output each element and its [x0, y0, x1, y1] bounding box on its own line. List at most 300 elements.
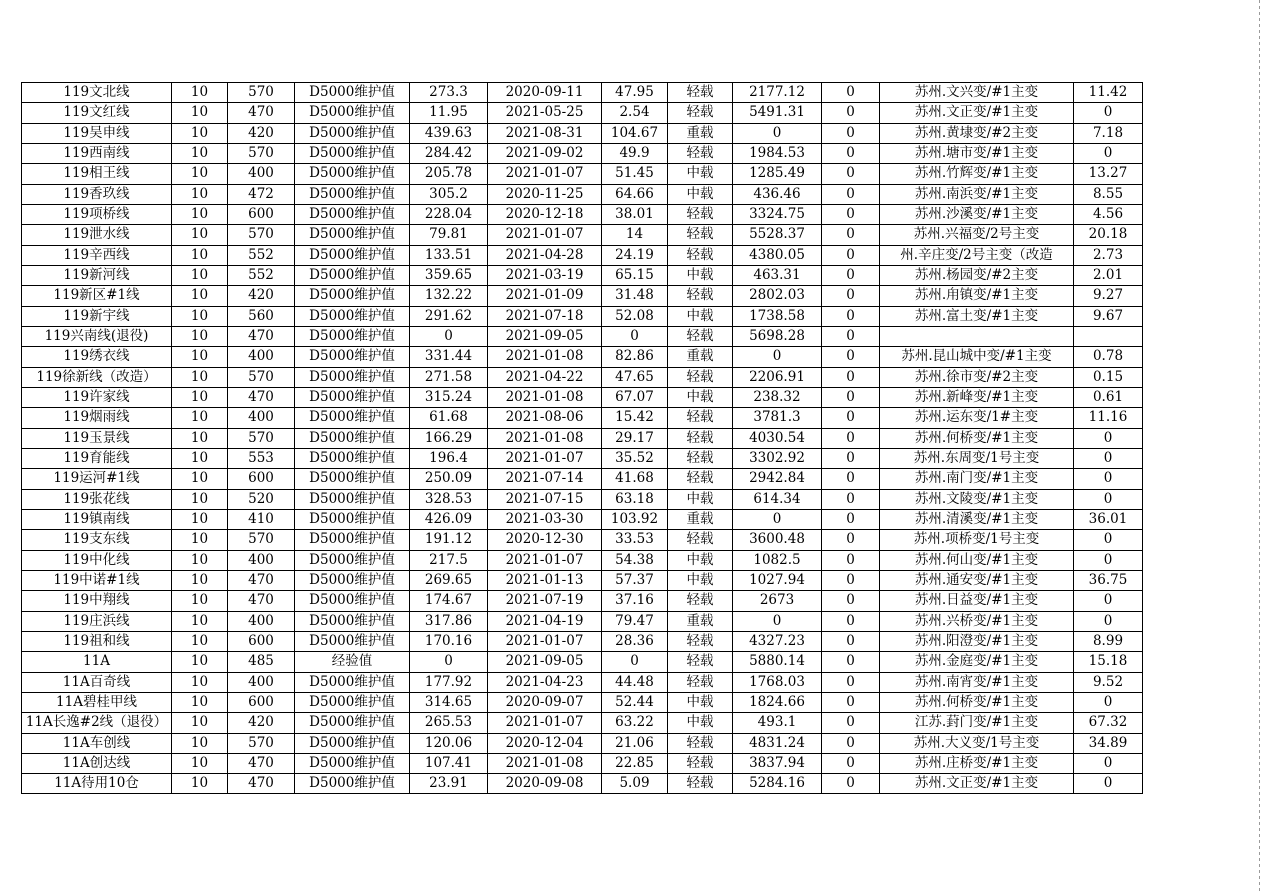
cell-line-name[interactable]: 11A长逸#2线（退役） — [22, 713, 172, 733]
cell-load-status[interactable]: 轻载 — [668, 103, 733, 123]
cell-spare-capacity[interactable]: 3324.75 — [733, 204, 822, 224]
cell-share[interactable]: 2.73 — [1074, 245, 1143, 265]
cell-voltage[interactable]: 10 — [172, 204, 228, 224]
cell-date[interactable]: 2021-09-05 — [488, 652, 602, 672]
cell-substation[interactable]: 苏州.昆山城中变/#1主变 — [880, 347, 1074, 367]
cell-value[interactable]: 0 — [822, 123, 880, 143]
cell-load-status[interactable]: 中载 — [668, 184, 733, 204]
cell-max-current[interactable]: 328.53 — [410, 489, 488, 509]
cell-substation[interactable]: 苏州.南浜变/#1主变 — [880, 184, 1074, 204]
cell-load-status[interactable]: 轻载 — [668, 408, 733, 428]
cell-load-rate[interactable]: 52.44 — [602, 692, 668, 712]
cell-rated-current[interactable]: 570 — [228, 83, 295, 103]
cell-spare-capacity[interactable]: 5491.31 — [733, 103, 822, 123]
cell-voltage[interactable]: 10 — [172, 733, 228, 753]
cell-value[interactable]: 0 — [822, 570, 880, 590]
cell-load-rate[interactable]: 5.09 — [602, 774, 668, 794]
cell-data-source[interactable]: D5000维护值 — [295, 469, 410, 489]
cell-line-name[interactable]: 119兴南线(退役) — [22, 326, 172, 346]
cell-load-rate[interactable]: 54.38 — [602, 550, 668, 570]
cell-data-source[interactable]: D5000维护值 — [295, 83, 410, 103]
cell-load-status[interactable]: 中载 — [668, 692, 733, 712]
cell-data-source[interactable]: D5000维护值 — [295, 367, 410, 387]
cell-load-status[interactable]: 中载 — [668, 550, 733, 570]
cell-value[interactable]: 0 — [822, 611, 880, 631]
cell-rated-current[interactable]: 552 — [228, 245, 295, 265]
cell-rated-current[interactable]: 410 — [228, 509, 295, 529]
cell-voltage[interactable]: 10 — [172, 408, 228, 428]
cell-date[interactable]: 2021-01-07 — [488, 225, 602, 245]
cell-date[interactable]: 2021-03-19 — [488, 265, 602, 285]
cell-substation[interactable]: 苏州.庄桥变/#1主变 — [880, 753, 1074, 773]
cell-value[interactable]: 0 — [822, 774, 880, 794]
cell-share[interactable]: 0 — [1074, 550, 1143, 570]
cell-value[interactable]: 0 — [822, 448, 880, 468]
cell-voltage[interactable]: 10 — [172, 774, 228, 794]
cell-max-current[interactable]: 23.91 — [410, 774, 488, 794]
cell-date[interactable]: 2021-07-18 — [488, 306, 602, 326]
cell-date[interactable]: 2021-09-05 — [488, 326, 602, 346]
cell-substation[interactable]: 州.辛庄变/2号主变（改造 — [880, 245, 1074, 265]
cell-voltage[interactable]: 10 — [172, 265, 228, 285]
cell-voltage[interactable]: 10 — [172, 713, 228, 733]
cell-load-rate[interactable]: 31.48 — [602, 286, 668, 306]
cell-spare-capacity[interactable]: 1824.66 — [733, 692, 822, 712]
cell-load-rate[interactable]: 52.08 — [602, 306, 668, 326]
cell-spare-capacity[interactable]: 1768.03 — [733, 672, 822, 692]
cell-spare-capacity[interactable]: 1082.5 — [733, 550, 822, 570]
cell-load-rate[interactable]: 49.9 — [602, 143, 668, 163]
cell-max-current[interactable]: 273.3 — [410, 83, 488, 103]
cell-max-current[interactable]: 269.65 — [410, 570, 488, 590]
cell-spare-capacity[interactable]: 3781.3 — [733, 408, 822, 428]
cell-load-rate[interactable]: 103.92 — [602, 509, 668, 529]
cell-rated-current[interactable]: 570 — [228, 428, 295, 448]
cell-rated-current[interactable]: 472 — [228, 184, 295, 204]
cell-substation[interactable] — [880, 326, 1074, 346]
cell-date[interactable]: 2021-08-31 — [488, 123, 602, 143]
cell-max-current[interactable]: 196.4 — [410, 448, 488, 468]
cell-rated-current[interactable]: 470 — [228, 753, 295, 773]
cell-load-status[interactable]: 重载 — [668, 347, 733, 367]
cell-spare-capacity[interactable]: 2942.84 — [733, 469, 822, 489]
cell-load-rate[interactable]: 63.22 — [602, 713, 668, 733]
cell-line-name[interactable]: 119新河线 — [22, 265, 172, 285]
cell-spare-capacity[interactable]: 3600.48 — [733, 530, 822, 550]
cell-share[interactable]: 11.42 — [1074, 83, 1143, 103]
cell-share[interactable]: 0.15 — [1074, 367, 1143, 387]
cell-spare-capacity[interactable]: 3302.92 — [733, 448, 822, 468]
cell-load-status[interactable]: 轻载 — [668, 530, 733, 550]
cell-load-rate[interactable]: 0 — [602, 326, 668, 346]
cell-load-status[interactable]: 轻载 — [668, 143, 733, 163]
cell-load-status[interactable]: 中载 — [668, 713, 733, 733]
cell-value[interactable]: 0 — [822, 225, 880, 245]
cell-spare-capacity[interactable]: 1027.94 — [733, 570, 822, 590]
cell-value[interactable]: 0 — [822, 631, 880, 651]
cell-load-status[interactable]: 轻载 — [668, 448, 733, 468]
cell-max-current[interactable]: 291.62 — [410, 306, 488, 326]
cell-max-current[interactable]: 79.81 — [410, 225, 488, 245]
cell-share[interactable]: 11.16 — [1074, 408, 1143, 428]
cell-line-name[interactable]: 119运河#1线 — [22, 469, 172, 489]
cell-data-source[interactable]: D5000维护值 — [295, 672, 410, 692]
cell-voltage[interactable]: 10 — [172, 591, 228, 611]
cell-data-source[interactable]: D5000维护值 — [295, 184, 410, 204]
cell-substation[interactable]: 苏州.项桥变/1号主变 — [880, 530, 1074, 550]
cell-rated-current[interactable]: 470 — [228, 774, 295, 794]
cell-max-current[interactable]: 315.24 — [410, 387, 488, 407]
cell-value[interactable]: 0 — [822, 103, 880, 123]
cell-substation[interactable]: 苏州.富土变/#1主变 — [880, 306, 1074, 326]
cell-rated-current[interactable]: 400 — [228, 164, 295, 184]
cell-load-rate[interactable]: 22.85 — [602, 753, 668, 773]
cell-spare-capacity[interactable]: 614.34 — [733, 489, 822, 509]
cell-line-name[interactable]: 119支东线 — [22, 530, 172, 550]
cell-line-name[interactable]: 11A碧桂甲线 — [22, 692, 172, 712]
cell-load-rate[interactable]: 67.07 — [602, 387, 668, 407]
cell-line-name[interactable]: 119文红线 — [22, 103, 172, 123]
cell-load-rate[interactable]: 44.48 — [602, 672, 668, 692]
cell-value[interactable]: 0 — [822, 83, 880, 103]
cell-substation[interactable]: 苏州.塘市变/#1主变 — [880, 143, 1074, 163]
cell-data-source[interactable]: D5000维护值 — [295, 204, 410, 224]
cell-load-rate[interactable]: 15.42 — [602, 408, 668, 428]
cell-value[interactable]: 0 — [822, 265, 880, 285]
cell-data-source[interactable]: D5000维护值 — [295, 103, 410, 123]
cell-line-name[interactable]: 11A车创线 — [22, 733, 172, 753]
cell-rated-current[interactable]: 400 — [228, 550, 295, 570]
cell-load-status[interactable]: 中载 — [668, 570, 733, 590]
cell-rated-current[interactable]: 470 — [228, 387, 295, 407]
cell-date[interactable]: 2021-04-22 — [488, 367, 602, 387]
cell-value[interactable]: 0 — [822, 143, 880, 163]
cell-rated-current[interactable]: 470 — [228, 326, 295, 346]
cell-max-current[interactable]: 426.09 — [410, 509, 488, 529]
cell-data-source[interactable]: D5000维护值 — [295, 611, 410, 631]
cell-load-rate[interactable]: 28.36 — [602, 631, 668, 651]
cell-value[interactable]: 0 — [822, 509, 880, 529]
cell-date[interactable]: 2021-03-30 — [488, 509, 602, 529]
cell-value[interactable]: 0 — [822, 733, 880, 753]
cell-data-source[interactable]: D5000维护值 — [295, 753, 410, 773]
cell-value[interactable]: 0 — [822, 408, 880, 428]
cell-rated-current[interactable]: 600 — [228, 692, 295, 712]
cell-value[interactable]: 0 — [822, 469, 880, 489]
cell-share[interactable]: 20.18 — [1074, 225, 1143, 245]
cell-value[interactable]: 0 — [822, 184, 880, 204]
cell-max-current[interactable]: 170.16 — [410, 631, 488, 651]
cell-load-status[interactable]: 中载 — [668, 387, 733, 407]
cell-max-current[interactable]: 331.44 — [410, 347, 488, 367]
cell-spare-capacity[interactable]: 2177.12 — [733, 83, 822, 103]
cell-load-status[interactable]: 轻载 — [668, 733, 733, 753]
cell-line-name[interactable]: 119育能线 — [22, 448, 172, 468]
cell-value[interactable]: 0 — [822, 306, 880, 326]
cell-date[interactable]: 2021-01-08 — [488, 347, 602, 367]
cell-data-source[interactable]: D5000维护值 — [295, 326, 410, 346]
cell-max-current[interactable]: 359.65 — [410, 265, 488, 285]
cell-value[interactable]: 0 — [822, 550, 880, 570]
cell-value[interactable]: 0 — [822, 692, 880, 712]
cell-line-name[interactable]: 119镇南线 — [22, 509, 172, 529]
cell-data-source[interactable]: D5000维护值 — [295, 286, 410, 306]
cell-line-name[interactable]: 119文北线 — [22, 83, 172, 103]
cell-substation[interactable]: 苏州.南门变/#1主变 — [880, 469, 1074, 489]
cell-date[interactable]: 2021-05-25 — [488, 103, 602, 123]
cell-load-rate[interactable]: 24.19 — [602, 245, 668, 265]
cell-share[interactable]: 0 — [1074, 753, 1143, 773]
cell-load-rate[interactable]: 47.65 — [602, 367, 668, 387]
cell-load-status[interactable]: 中载 — [668, 489, 733, 509]
cell-voltage[interactable]: 10 — [172, 387, 228, 407]
cell-substation[interactable]: 苏州.竹辉变/#1主变 — [880, 164, 1074, 184]
cell-load-status[interactable]: 轻载 — [668, 753, 733, 773]
cell-voltage[interactable]: 10 — [172, 570, 228, 590]
cell-share[interactable]: 0 — [1074, 774, 1143, 794]
cell-spare-capacity[interactable]: 5284.16 — [733, 774, 822, 794]
cell-load-status[interactable]: 轻载 — [668, 631, 733, 651]
cell-substation[interactable]: 苏州.何桥变/#1主变 — [880, 692, 1074, 712]
cell-data-source[interactable]: D5000维护值 — [295, 530, 410, 550]
cell-voltage[interactable]: 10 — [172, 611, 228, 631]
cell-voltage[interactable]: 10 — [172, 509, 228, 529]
cell-voltage[interactable]: 10 — [172, 672, 228, 692]
cell-load-status[interactable]: 轻载 — [668, 469, 733, 489]
cell-spare-capacity[interactable]: 436.46 — [733, 184, 822, 204]
cell-date[interactable]: 2021-04-28 — [488, 245, 602, 265]
cell-max-current[interactable]: 271.58 — [410, 367, 488, 387]
cell-substation[interactable]: 苏州.东周变/1号主变 — [880, 448, 1074, 468]
cell-voltage[interactable]: 10 — [172, 347, 228, 367]
cell-spare-capacity[interactable]: 2673 — [733, 591, 822, 611]
cell-share[interactable]: 9.27 — [1074, 286, 1143, 306]
cell-voltage[interactable]: 10 — [172, 692, 228, 712]
cell-rated-current[interactable]: 420 — [228, 123, 295, 143]
cell-share[interactable]: 13.27 — [1074, 164, 1143, 184]
cell-share[interactable]: 0.78 — [1074, 347, 1143, 367]
cell-date[interactable]: 2021-04-23 — [488, 672, 602, 692]
cell-spare-capacity[interactable]: 4831.24 — [733, 733, 822, 753]
cell-data-source[interactable]: D5000维护值 — [295, 387, 410, 407]
cell-load-status[interactable]: 轻载 — [668, 286, 733, 306]
cell-substation[interactable]: 苏州.兴福变/2号主变 — [880, 225, 1074, 245]
cell-load-rate[interactable]: 47.95 — [602, 83, 668, 103]
cell-data-source[interactable]: D5000维护值 — [295, 692, 410, 712]
cell-value[interactable]: 0 — [822, 672, 880, 692]
cell-value[interactable]: 0 — [822, 204, 880, 224]
cell-load-status[interactable]: 中载 — [668, 164, 733, 184]
cell-share[interactable]: 0 — [1074, 591, 1143, 611]
cell-voltage[interactable]: 10 — [172, 652, 228, 672]
cell-data-source[interactable]: D5000维护值 — [295, 408, 410, 428]
cell-voltage[interactable]: 10 — [172, 448, 228, 468]
cell-spare-capacity[interactable]: 5880.14 — [733, 652, 822, 672]
cell-max-current[interactable]: 305.2 — [410, 184, 488, 204]
cell-substation[interactable]: 苏州.文陵变/#1主变 — [880, 489, 1074, 509]
cell-date[interactable]: 2021-01-09 — [488, 286, 602, 306]
cell-line-name[interactable]: 119泄水线 — [22, 225, 172, 245]
cell-rated-current[interactable]: 485 — [228, 652, 295, 672]
cell-share[interactable]: 4.56 — [1074, 204, 1143, 224]
cell-load-status[interactable]: 轻载 — [668, 225, 733, 245]
cell-substation[interactable]: 苏州.日益变/#1主变 — [880, 591, 1074, 611]
cell-line-name[interactable]: 119庄浜线 — [22, 611, 172, 631]
cell-date[interactable]: 2020-12-18 — [488, 204, 602, 224]
cell-date[interactable]: 2021-01-07 — [488, 713, 602, 733]
cell-data-source[interactable]: D5000维护值 — [295, 164, 410, 184]
cell-voltage[interactable]: 10 — [172, 164, 228, 184]
cell-share[interactable]: 34.89 — [1074, 733, 1143, 753]
cell-share[interactable]: 0 — [1074, 611, 1143, 631]
cell-voltage[interactable]: 10 — [172, 469, 228, 489]
cell-line-name[interactable]: 11A创达线 — [22, 753, 172, 773]
cell-spare-capacity[interactable]: 1738.58 — [733, 306, 822, 326]
cell-rated-current[interactable]: 600 — [228, 469, 295, 489]
cell-max-current[interactable]: 120.06 — [410, 733, 488, 753]
cell-max-current[interactable]: 61.68 — [410, 408, 488, 428]
cell-load-rate[interactable]: 29.17 — [602, 428, 668, 448]
cell-line-name[interactable]: 119玉景线 — [22, 428, 172, 448]
cell-line-name[interactable]: 119祖和线 — [22, 631, 172, 651]
cell-voltage[interactable]: 10 — [172, 631, 228, 651]
cell-share[interactable]: 8.55 — [1074, 184, 1143, 204]
cell-voltage[interactable]: 10 — [172, 326, 228, 346]
cell-share[interactable]: 2.01 — [1074, 265, 1143, 285]
cell-rated-current[interactable]: 520 — [228, 489, 295, 509]
cell-voltage[interactable]: 10 — [172, 550, 228, 570]
cell-share[interactable]: 0.61 — [1074, 387, 1143, 407]
cell-date[interactable]: 2021-04-19 — [488, 611, 602, 631]
cell-load-rate[interactable]: 41.68 — [602, 469, 668, 489]
cell-rated-current[interactable]: 420 — [228, 286, 295, 306]
cell-substation[interactable]: 苏州.阳澄变/#1主变 — [880, 631, 1074, 651]
cell-rated-current[interactable]: 420 — [228, 713, 295, 733]
cell-share[interactable]: 0 — [1074, 469, 1143, 489]
cell-rated-current[interactable]: 400 — [228, 611, 295, 631]
cell-load-rate[interactable]: 14 — [602, 225, 668, 245]
cell-spare-capacity[interactable]: 5528.37 — [733, 225, 822, 245]
cell-load-rate[interactable]: 65.15 — [602, 265, 668, 285]
cell-date[interactable]: 2021-01-07 — [488, 164, 602, 184]
cell-data-source[interactable]: D5000维护值 — [295, 225, 410, 245]
cell-value[interactable]: 0 — [822, 753, 880, 773]
cell-substation[interactable]: 苏州.沙溪变/#1主变 — [880, 204, 1074, 224]
cell-data-source[interactable]: D5000维护值 — [295, 570, 410, 590]
cell-line-name[interactable]: 119吴申线 — [22, 123, 172, 143]
cell-line-name[interactable]: 119中诺#1线 — [22, 570, 172, 590]
cell-rated-current[interactable]: 470 — [228, 591, 295, 611]
cell-max-current[interactable]: 133.51 — [410, 245, 488, 265]
cell-max-current[interactable]: 228.04 — [410, 204, 488, 224]
cell-spare-capacity[interactable]: 4327.23 — [733, 631, 822, 651]
cell-substation[interactable]: 苏州.黄埭变/#2主变 — [880, 123, 1074, 143]
cell-line-name[interactable]: 11A — [22, 652, 172, 672]
cell-value[interactable]: 0 — [822, 652, 880, 672]
cell-date[interactable]: 2021-01-08 — [488, 387, 602, 407]
cell-rated-current[interactable]: 400 — [228, 672, 295, 692]
cell-max-current[interactable]: 132.22 — [410, 286, 488, 306]
cell-share[interactable]: 15.18 — [1074, 652, 1143, 672]
cell-voltage[interactable]: 10 — [172, 143, 228, 163]
cell-load-status[interactable]: 轻载 — [668, 367, 733, 387]
cell-max-current[interactable]: 107.41 — [410, 753, 488, 773]
cell-date[interactable]: 2021-01-07 — [488, 550, 602, 570]
cell-data-source[interactable]: D5000维护值 — [295, 509, 410, 529]
cell-spare-capacity[interactable]: 0 — [733, 123, 822, 143]
cell-max-current[interactable]: 205.78 — [410, 164, 488, 184]
cell-date[interactable]: 2021-08-06 — [488, 408, 602, 428]
cell-load-rate[interactable]: 38.01 — [602, 204, 668, 224]
cell-max-current[interactable]: 174.67 — [410, 591, 488, 611]
cell-data-source[interactable]: D5000维护值 — [295, 143, 410, 163]
cell-substation[interactable]: 苏州.徐市变/#2主变 — [880, 367, 1074, 387]
cell-share[interactable]: 67.32 — [1074, 713, 1143, 733]
cell-line-name[interactable]: 119张花线 — [22, 489, 172, 509]
cell-max-current[interactable]: 439.63 — [410, 123, 488, 143]
cell-data-source[interactable]: D5000维护值 — [295, 265, 410, 285]
cell-share[interactable] — [1074, 326, 1143, 346]
cell-date[interactable]: 2020-12-30 — [488, 530, 602, 550]
cell-rated-current[interactable]: 600 — [228, 204, 295, 224]
cell-data-source[interactable]: D5000维护值 — [295, 591, 410, 611]
cell-date[interactable]: 2021-09-02 — [488, 143, 602, 163]
cell-substation[interactable]: 苏州.兴桥变/#1主变 — [880, 611, 1074, 631]
cell-load-rate[interactable]: 21.06 — [602, 733, 668, 753]
cell-date[interactable]: 2021-01-08 — [488, 428, 602, 448]
cell-spare-capacity[interactable]: 0 — [733, 509, 822, 529]
cell-max-current[interactable]: 314.65 — [410, 692, 488, 712]
cell-value[interactable]: 0 — [822, 347, 880, 367]
cell-voltage[interactable]: 10 — [172, 753, 228, 773]
cell-value[interactable]: 0 — [822, 591, 880, 611]
cell-voltage[interactable]: 10 — [172, 286, 228, 306]
cell-date[interactable]: 2020-09-07 — [488, 692, 602, 712]
cell-share[interactable]: 0 — [1074, 448, 1143, 468]
cell-date[interactable]: 2021-01-08 — [488, 753, 602, 773]
cell-data-source[interactable]: D5000维护值 — [295, 489, 410, 509]
cell-substation[interactable]: 苏州.杨园变/#2主变 — [880, 265, 1074, 285]
cell-substation[interactable]: 苏州.文正变/#1主变 — [880, 103, 1074, 123]
cell-substation[interactable]: 苏州.通安变/#1主变 — [880, 570, 1074, 590]
cell-spare-capacity[interactable]: 3837.94 — [733, 753, 822, 773]
cell-data-source[interactable]: 经验值 — [295, 652, 410, 672]
cell-load-status[interactable]: 轻载 — [668, 326, 733, 346]
cell-voltage[interactable]: 10 — [172, 103, 228, 123]
cell-load-status[interactable]: 重载 — [668, 611, 733, 631]
cell-line-name[interactable]: 119中翔线 — [22, 591, 172, 611]
cell-max-current[interactable]: 0 — [410, 326, 488, 346]
cell-rated-current[interactable]: 552 — [228, 265, 295, 285]
cell-data-source[interactable]: D5000维护值 — [295, 550, 410, 570]
cell-substation[interactable]: 苏州.运东变/1#主变 — [880, 408, 1074, 428]
cell-value[interactable]: 0 — [822, 367, 880, 387]
cell-share[interactable]: 9.52 — [1074, 672, 1143, 692]
cell-rated-current[interactable]: 570 — [228, 225, 295, 245]
cell-max-current[interactable]: 166.29 — [410, 428, 488, 448]
cell-voltage[interactable]: 10 — [172, 367, 228, 387]
cell-spare-capacity[interactable]: 1984.53 — [733, 143, 822, 163]
cell-load-status[interactable]: 中载 — [668, 306, 733, 326]
cell-max-current[interactable]: 250.09 — [410, 469, 488, 489]
cell-line-name[interactable]: 119中化线 — [22, 550, 172, 570]
cell-line-name[interactable]: 11A百奇线 — [22, 672, 172, 692]
cell-data-source[interactable]: D5000维护值 — [295, 713, 410, 733]
cell-load-rate[interactable]: 33.53 — [602, 530, 668, 550]
cell-load-rate[interactable]: 35.52 — [602, 448, 668, 468]
cell-voltage[interactable]: 10 — [172, 530, 228, 550]
cell-value[interactable]: 0 — [822, 489, 880, 509]
